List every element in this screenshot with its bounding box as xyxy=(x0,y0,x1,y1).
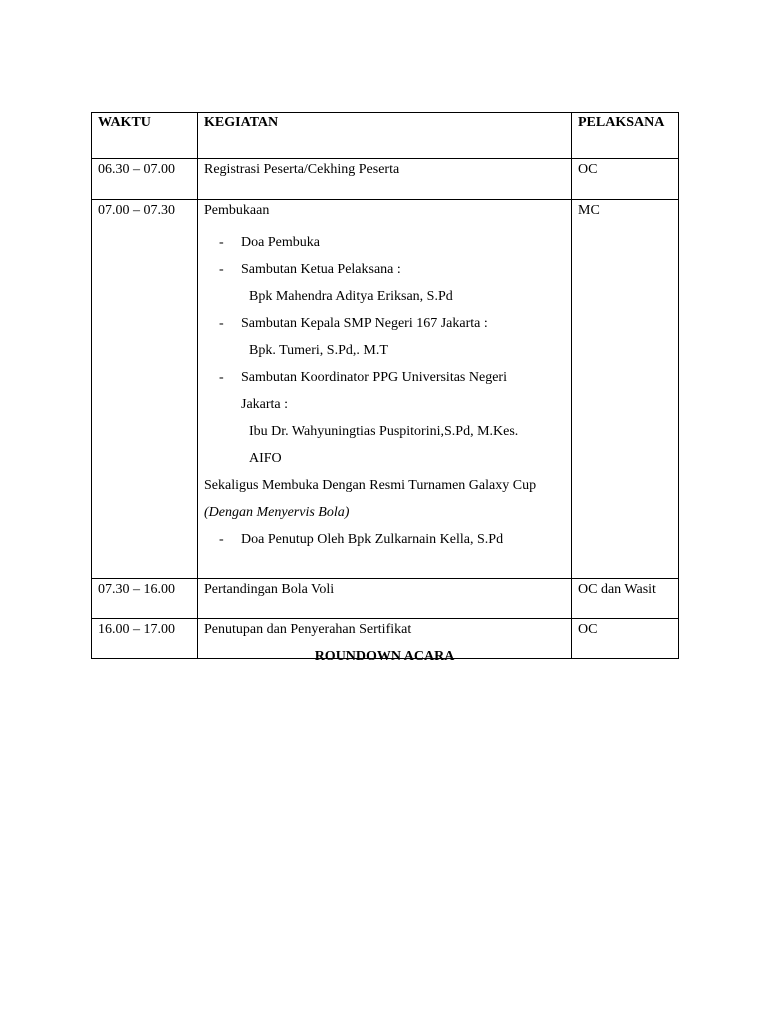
sekaligus-text: Sekaligus Membuka Dengan Resmi Turnamen Galaxy Cup xyxy=(204,478,537,493)
cell-kegiatan: Pertandingan Bola Voli xyxy=(198,579,572,619)
cell-waktu: 07.30 – 16.00 xyxy=(92,579,198,619)
cell-waktu: 16.00 – 17.00 xyxy=(92,619,198,659)
sambutan-kepala: Sambutan Kepala SMP Negeri 167 Jakarta : xyxy=(241,316,488,331)
cell-pelaksana: MC xyxy=(572,200,679,579)
list-item xyxy=(204,229,565,256)
cell-kegiatan xyxy=(198,200,572,579)
list-dash: - xyxy=(219,235,224,250)
table-header-row xyxy=(92,113,679,159)
table-caption: ROUNDOWN ACARA xyxy=(314,649,455,664)
header-waktu: WAKTU xyxy=(92,113,198,159)
header-pelaksana: PELAKSANA xyxy=(572,113,679,159)
ketua-name: Bpk Mahendra Aditya Eriksan, S.Pd xyxy=(249,289,453,304)
header-kegiatan: KEGIATAN xyxy=(198,113,572,159)
list-item xyxy=(204,364,565,391)
sambutan-koordinator: Sambutan Koordinator PPG Universitas Negeri xyxy=(241,370,507,385)
kepala-name: Bpk. Tumeri, S.Pd,. M.T xyxy=(249,343,388,358)
rundown-table xyxy=(91,112,679,659)
table-row xyxy=(92,200,679,579)
cell-pelaksana: OC xyxy=(572,619,679,659)
sambutan-koordinator-cont: Jakarta : xyxy=(241,397,289,412)
table-row xyxy=(92,159,679,200)
koordinator-name: Ibu Dr. Wahyuningtias Puspitorini,S.Pd, M.Kes. xyxy=(249,424,519,439)
list-dash: - xyxy=(219,316,224,331)
list-dash: - xyxy=(219,532,224,547)
doa-pembuka: Doa Pembuka xyxy=(241,235,320,250)
list-dash: - xyxy=(219,370,224,385)
servis-italic: (Dengan Menyervis Bola) xyxy=(204,505,350,520)
list-dash: - xyxy=(219,262,224,277)
cell-kegiatan: Penutupan dan Penyerahan Sertifikat xyxy=(198,619,572,659)
koordinator-name-cont: AIFO xyxy=(249,451,282,466)
table-row xyxy=(92,579,679,619)
cell-waktu: 06.30 – 07.00 xyxy=(92,159,198,200)
cell-pelaksana: OC xyxy=(572,159,679,200)
kegiatan-title: Pembukaan xyxy=(204,203,270,218)
cell-kegiatan: Registrasi Peserta/Cekhing Peserta xyxy=(198,159,572,200)
doa-penutup: Doa Penutup Oleh Bpk Zulkarnain Kella, S.Pd xyxy=(241,532,504,547)
list-item xyxy=(204,526,565,553)
sambutan-ketua: Sambutan Ketua Pelaksana : xyxy=(241,262,401,277)
servis-text xyxy=(204,499,565,526)
cell-pelaksana: OC dan Wasit xyxy=(572,579,679,619)
list-item xyxy=(204,256,565,283)
list-item xyxy=(204,310,565,337)
cell-waktu: 07.00 – 07.30 xyxy=(92,200,198,579)
